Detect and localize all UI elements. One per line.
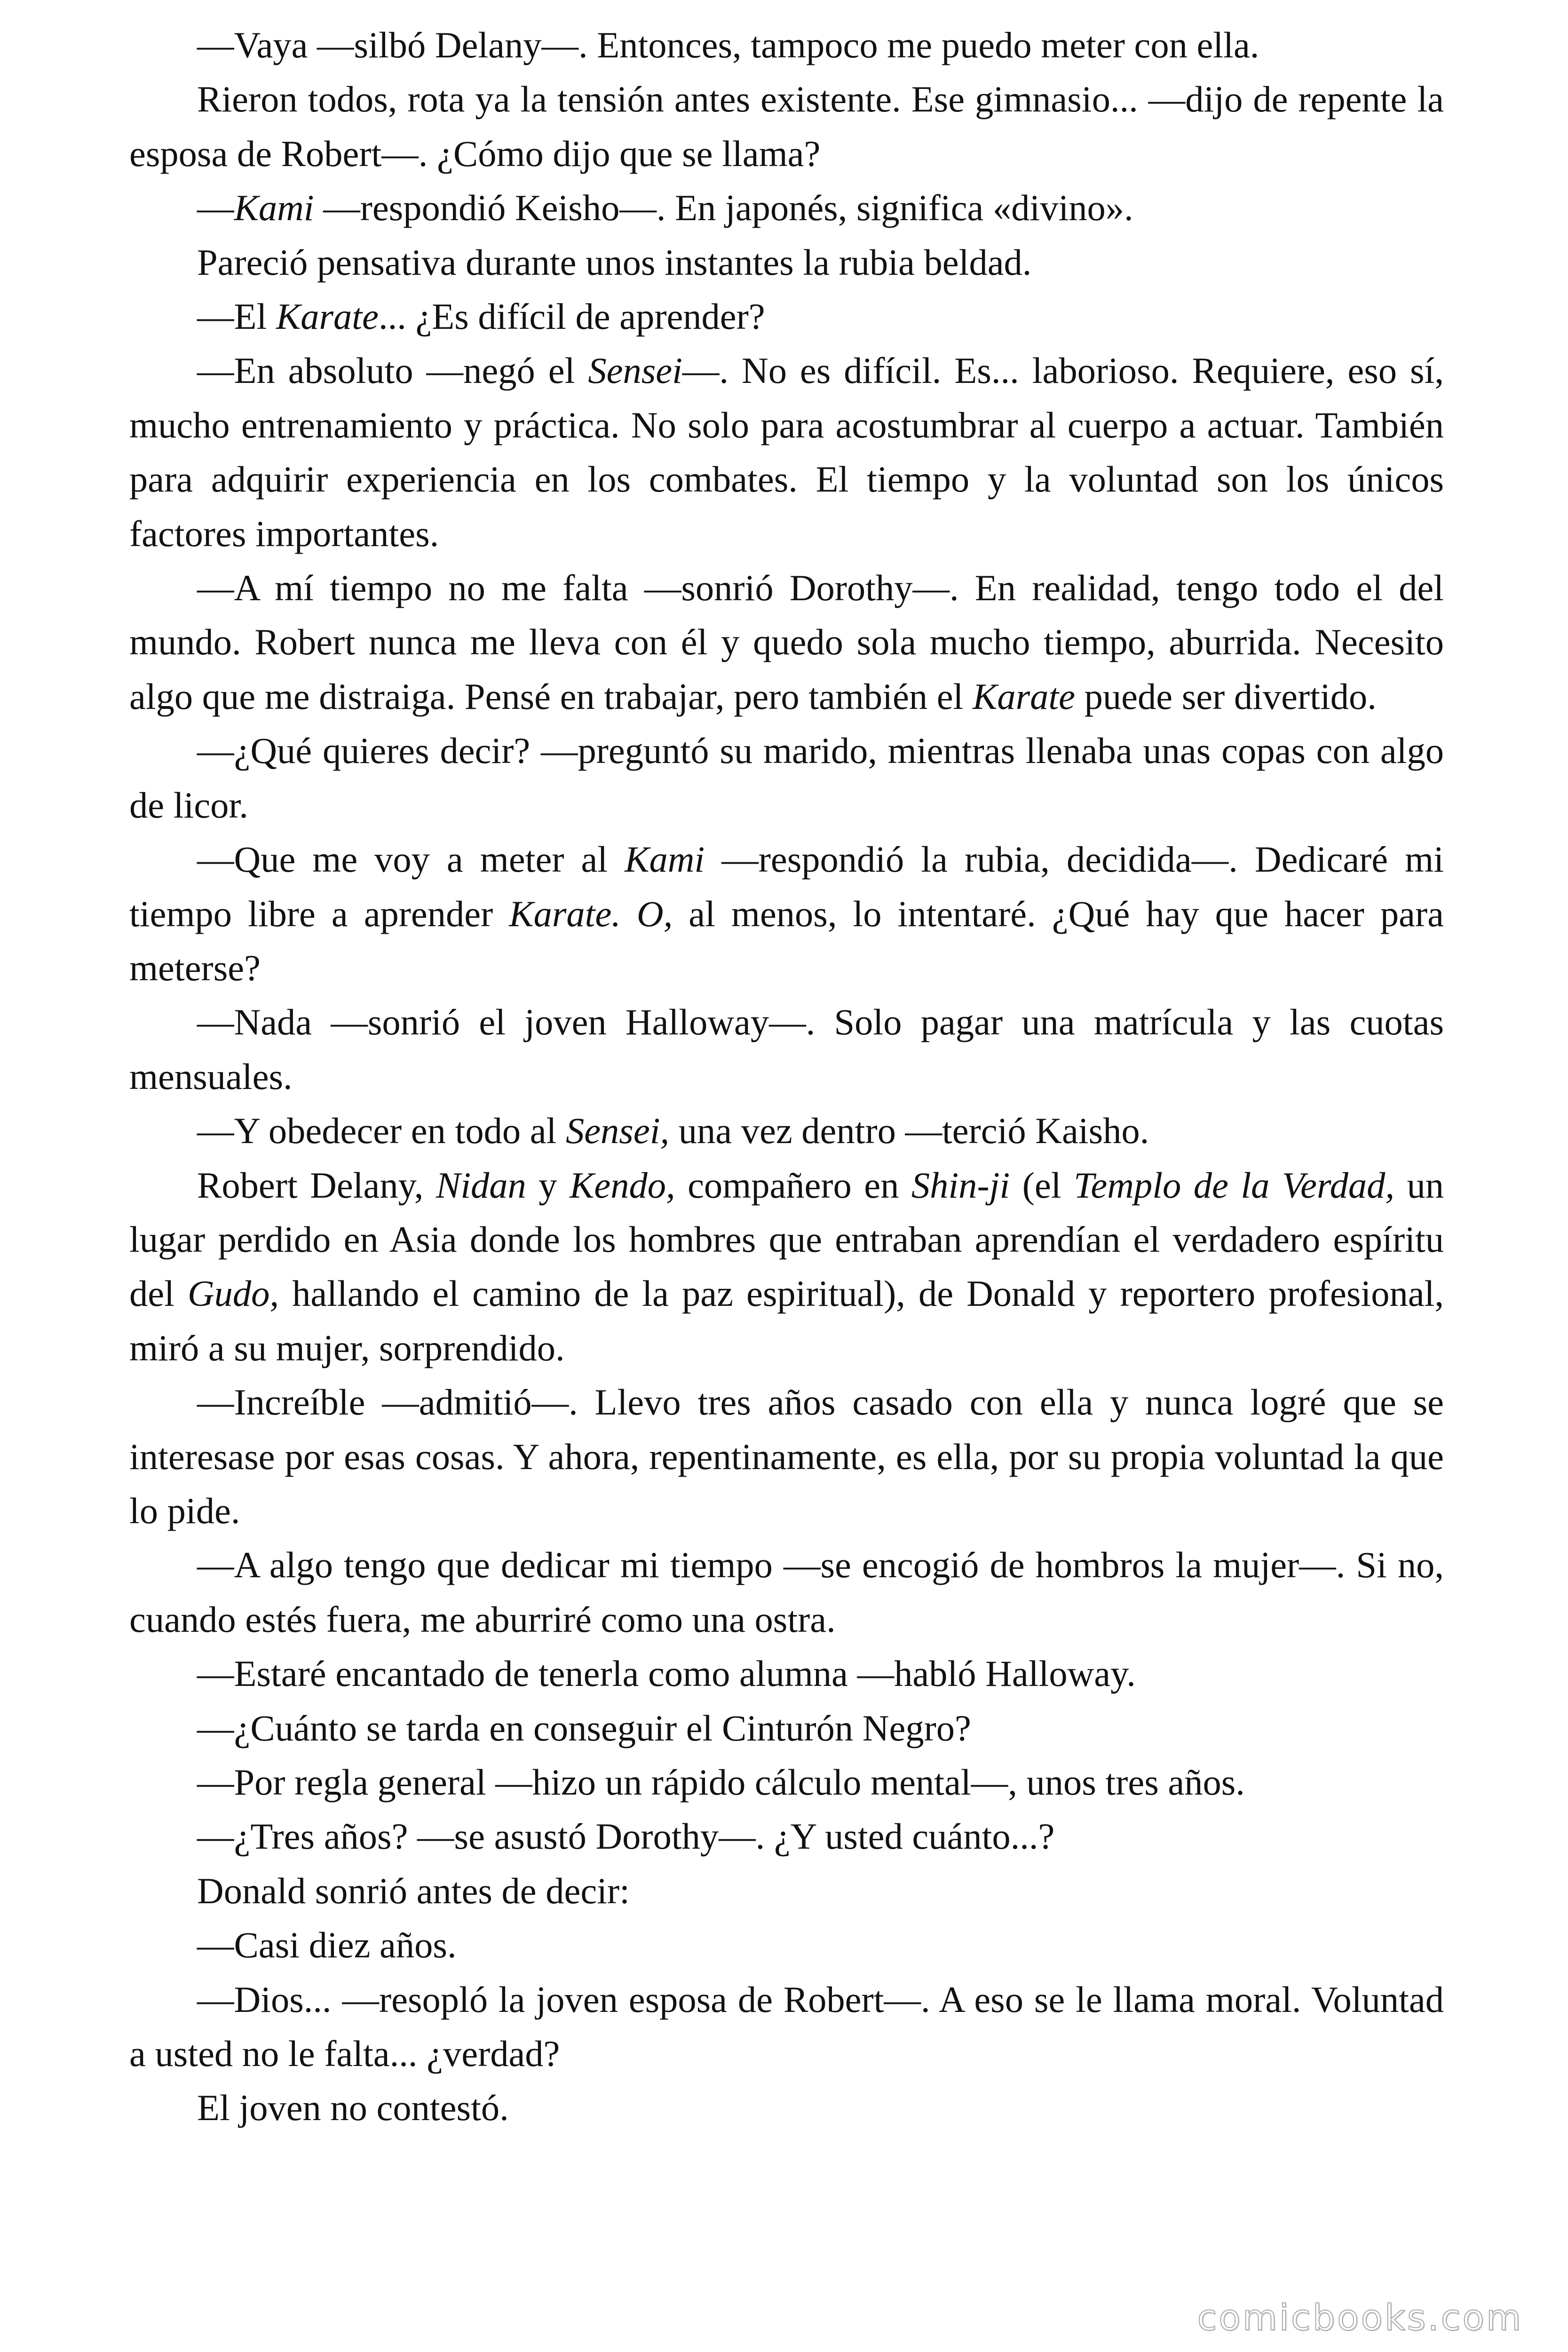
- paragraph: [129, 343, 1444, 561]
- paragraph: [129, 1158, 1444, 1375]
- paragraph: [129, 72, 1444, 181]
- text-segment: Pareció pensativa durante unos instantes la rubia beldad.: [197, 241, 1032, 283]
- text-segment: —Que me voy a meter al: [197, 839, 625, 880]
- text-segment: compañero en: [675, 1164, 911, 1206]
- paragraph: [129, 289, 1444, 343]
- text-segment: —Casi diez años.: [197, 1924, 457, 1966]
- italic-text: Kami: [234, 187, 314, 229]
- text-segment: —. No es difícil. Es... laborioso. Requiere, eso sí, mucho entrenamiento y práctica. No solo para acostumbrar al cuerpo a actuar. También para adquirir experiencia en los combates. El tiempo y la voluntad son los únicos factores importantes.: [129, 350, 1444, 554]
- paragraph: [129, 1918, 1444, 1972]
- text-segment: —A mí tiempo no me falta —sonrió Dorothy—. En realidad, tengo todo el del mundo. Robert nunca me lleva con él y quedo sola mucho tiempo, aburrida. Necesito algo que me distraiga. Pensé en trabajar, pero también el: [129, 567, 1444, 717]
- paragraph: [129, 1646, 1444, 1700]
- text-segment: un lugar perdido en Asia donde los hombres que entraban aprendían el verdadero espíritu del: [129, 1164, 1444, 1314]
- text-segment: —¿Cuánto se tarda en conseguir el Cinturón Negro?: [197, 1707, 971, 1748]
- italic-text: Sensei,: [565, 1110, 670, 1152]
- paragraph: [129, 1755, 1444, 1809]
- text-segment: —Estaré encantado de tenerla como alumna —habló Halloway.: [197, 1653, 1136, 1694]
- text-segment: al menos, lo intentaré. ¿Qué hay que hacer para meterse?: [129, 893, 1444, 988]
- text-segment: —En absoluto —negó el: [197, 350, 588, 391]
- paragraph: [129, 1864, 1444, 1918]
- paragraph: [129, 995, 1444, 1104]
- text-segment: (el: [1010, 1164, 1074, 1206]
- paragraph: [129, 1538, 1444, 1646]
- text-segment: —A algo tengo que dedicar mi tiempo —se encogió de hombros la mujer—. Si no, cuando estés fuera, me aburriré como una ostra.: [129, 1544, 1444, 1640]
- text-segment: —Y obedecer en todo al: [197, 1110, 566, 1152]
- text-segment: hallando el camino de la paz espiritual), de Donald y reportero profesional, miró a su mujer, sorprendido.: [129, 1273, 1444, 1368]
- text-segment: —respondió la rubia, decidida—. Dedicaré mi tiempo libre a aprender: [129, 839, 1444, 934]
- paragraph: [129, 1104, 1444, 1158]
- text-segment: ... ¿Es difícil de aprender?: [378, 296, 765, 337]
- italic-text: Karate: [972, 675, 1076, 717]
- text-segment: —¿Tres años? —se asustó Dorothy—. ¿Y usted cuánto...?: [197, 1816, 1055, 1857]
- text-segment: y: [526, 1164, 570, 1206]
- italic-text: Shin-ji: [911, 1164, 1010, 1206]
- italic-text: Sensei: [588, 350, 682, 391]
- italic-text: Gudo,: [187, 1273, 279, 1314]
- text-segment: —respondió Keisho—. En japonés, significa «divino».: [314, 187, 1133, 229]
- paragraph: [129, 1809, 1444, 1863]
- paragraph: [129, 1375, 1444, 1538]
- paragraph: [129, 235, 1444, 289]
- paragraph: [129, 1972, 1444, 2081]
- paragraph: [129, 1701, 1444, 1755]
- book-page-text: [129, 18, 1444, 2135]
- text-segment: —: [197, 187, 234, 229]
- text-segment: —Increíble —admitió—. Llevo tres años casado con ella y nunca logré que se interesase por esas cosas. Y ahora, repentinamente, es ella, por su propia voluntad la que lo pide.: [129, 1382, 1444, 1531]
- text-segment: Robert Delany,: [197, 1164, 436, 1206]
- text-segment: —Nada —sonrió el joven Halloway—. Solo pagar una matrícula y las cuotas mensuales.: [129, 1001, 1444, 1097]
- paragraph: [129, 723, 1444, 832]
- italic-text: Karate. O,: [509, 893, 673, 934]
- paragraph: [129, 561, 1444, 723]
- paragraph: [129, 18, 1444, 72]
- paragraph: [129, 832, 1444, 995]
- italic-text: Karate: [276, 296, 379, 337]
- paragraph: [129, 2081, 1444, 2135]
- text-segment: El joven no contestó.: [197, 2087, 509, 2129]
- text-segment: —El: [197, 296, 276, 337]
- paragraph: [129, 181, 1444, 235]
- text-segment: —Vaya —silbó Delany—. Entonces, tampoco me puedo meter con ella.: [197, 24, 1259, 65]
- italic-text: Nidan: [436, 1164, 526, 1206]
- watermark-logo: comicbooks.com: [1197, 2296, 1523, 2338]
- text-segment: Donald sonrió antes de decir:: [197, 1870, 630, 1911]
- text-segment: —Por regla general —hizo un rápido cálculo mental—, unos tres años.: [197, 1762, 1245, 1803]
- text-segment: —¿Qué quieres decir? —preguntó su marido, mientras llenaba unas copas con algo de licor.: [129, 730, 1444, 826]
- text-segment: Rieron todos, rota ya la tensión antes existente. Ese gimnasio... —dijo de repente la esposa de Robert—. ¿Cómo dijo que se llama?: [129, 79, 1444, 174]
- text-segment: —Dios... —resopló la joven esposa de Robert—. A eso se le llama moral. Voluntad a usted no le falta... ¿verdad?: [129, 1979, 1444, 2074]
- text-segment: una vez dentro —terció Kaisho.: [669, 1110, 1149, 1152]
- text-segment: puede ser divertido.: [1075, 675, 1377, 717]
- italic-text: Kami: [625, 839, 705, 880]
- italic-text: Kendo,: [570, 1164, 675, 1206]
- italic-text: Templo de la Verdad,: [1073, 1164, 1395, 1206]
